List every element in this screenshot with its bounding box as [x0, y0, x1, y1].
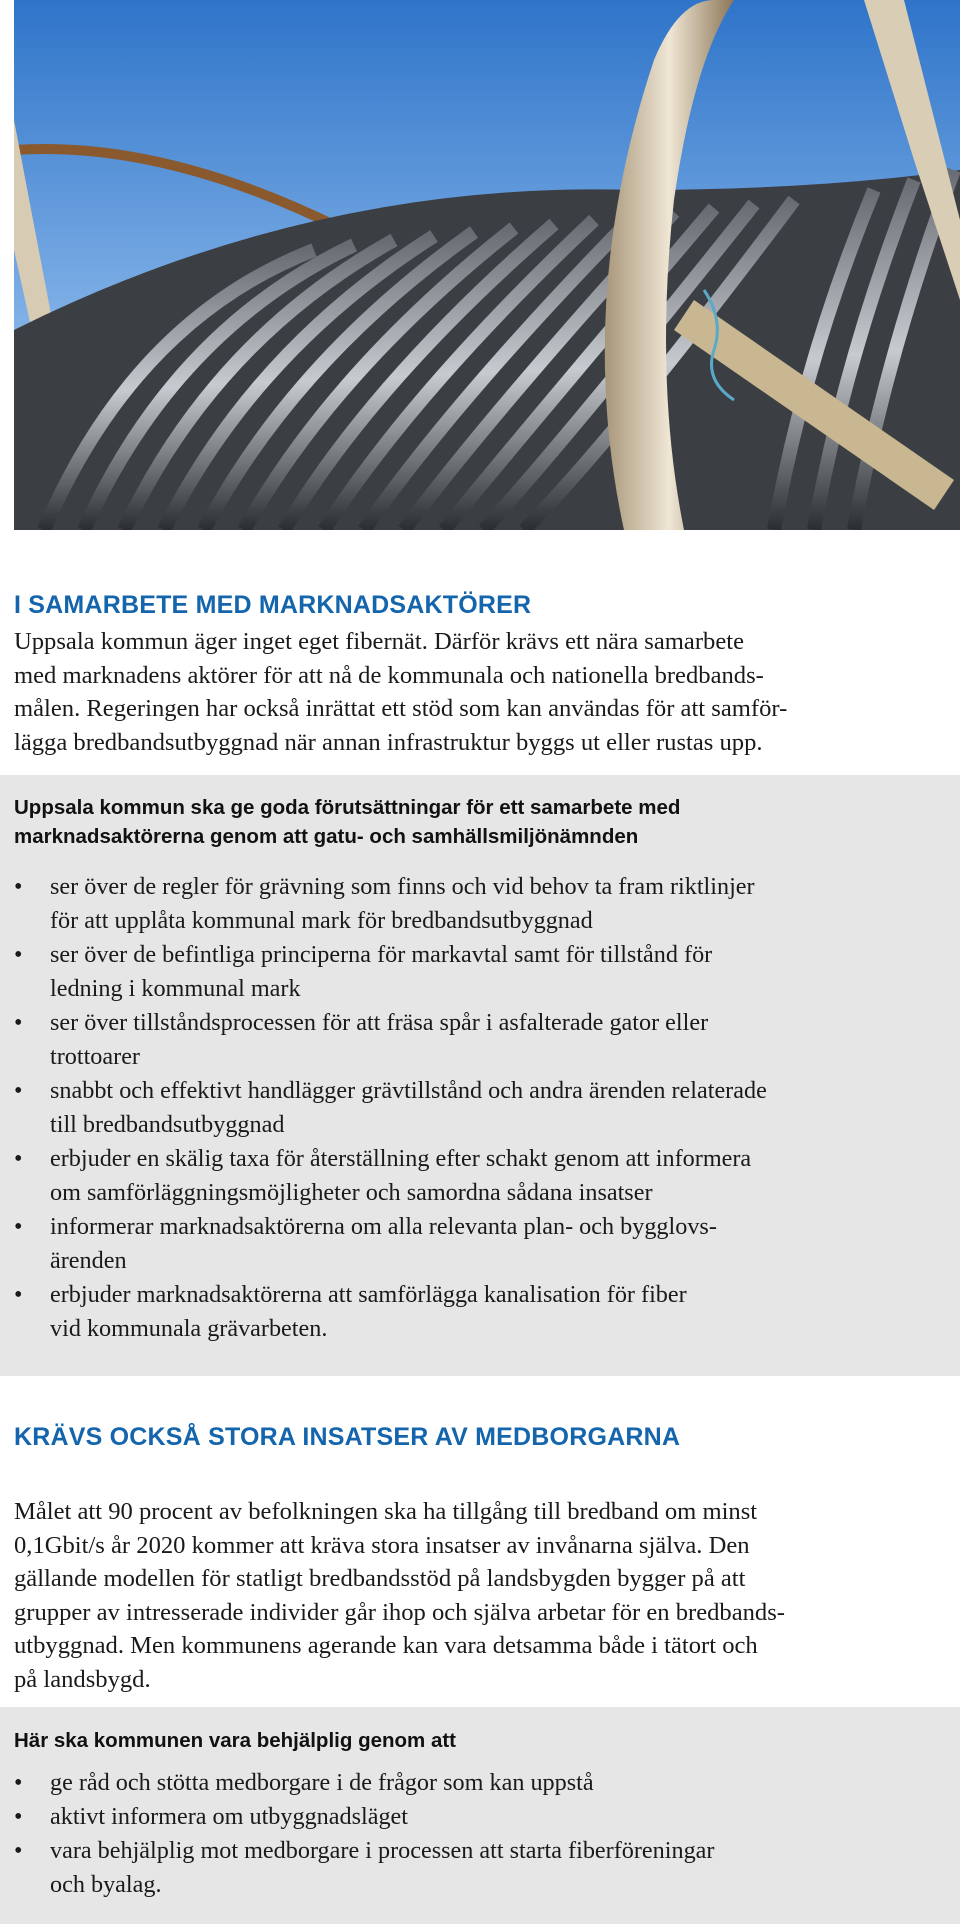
paragraph-line: med marknadens aktörer för att nå de kommunala och nationella bredbands- — [14, 661, 764, 689]
list-item — [14, 1800, 944, 1834]
list-item-line: aktivt informera om utbyggnadsläget — [50, 1803, 409, 1830]
list-item-line: vara behjälplig mot medborgare i processen att starta fiberföreningar — [50, 1837, 715, 1864]
section-heading-citizen-efforts: KRÄVS OCKSÅ STORA INSATSER AV MEDBORGARNA — [14, 1423, 681, 1451]
paragraph-line: på landsbygd. — [14, 1665, 151, 1693]
paragraph-line: gällande modellen för statligt bredbandsstöd på landsbygden bygger på att — [14, 1565, 746, 1592]
list-item — [14, 1074, 944, 1142]
bullet-icon: • — [14, 1145, 23, 1172]
paragraph-line: lägga bredbandsutbyggnad när annan infrastruktur byggs ut eller rustas upp. — [14, 728, 763, 756]
list-item — [14, 870, 944, 938]
list-item — [14, 1006, 944, 1074]
list-item-line: snabbt och effektivt handlägger grävtillstånd och andra ärenden relaterade — [50, 1077, 767, 1104]
list-item-line: ser över de regler för grävning som finns och vid behov ta fram riktlinjer — [50, 873, 755, 900]
list-item-line: trottoarer — [50, 1043, 140, 1070]
paragraph-line: Målet att 90 procent av befolkningen ska ha tillgång till bredband om minst — [14, 1498, 758, 1525]
list-item-line: för att upplåta kommunal mark för bredbandsutbyggnad — [50, 907, 593, 934]
bullet-icon: • — [14, 1213, 23, 1240]
list-item — [14, 1142, 944, 1210]
bullet-list-municipal-measures — [14, 870, 944, 1346]
paragraph-line: målen. Regeringen har också inrättat ett stöd som kan användas för att samför- — [14, 695, 788, 722]
list-item — [14, 1210, 944, 1278]
list-item-line: erbjuder en skälig taxa för återställning efter schakt genom att informera — [50, 1145, 752, 1172]
paragraph-line: grupper av intresserade individer går ihop och själva arbetar för en bredbands- — [14, 1598, 785, 1626]
title-line: marknadsaktörerna genom att gatu- och samhällsmiljönämnden — [14, 825, 639, 848]
section-heading-market-cooperation: I SAMARBETE MED MARKNADSAKTÖRER — [14, 591, 532, 619]
section-paragraph-citizen-efforts — [14, 1495, 944, 1696]
list-item-line: ge råd och stötta medborgare i de frågor som kan uppstå — [50, 1769, 594, 1796]
paragraph-line: 0,1Gbit/s år 2020 kommer att kräva stora insatser av invånarna själva. Den — [14, 1531, 750, 1559]
bullet-icon: • — [14, 873, 23, 900]
bullet-icon: • — [14, 1803, 23, 1830]
list-item-line: om samförläggningsmöjligheter och samordna sådana insatser — [50, 1179, 653, 1206]
hero-image-cable-reel — [14, 0, 960, 530]
list-item — [14, 1766, 944, 1800]
bullet-list-citizen-support — [14, 1766, 944, 1902]
paragraph-line: Uppsala kommun äger inget eget fibernät. Därför krävs ett nära samarbete — [14, 628, 744, 655]
bullet-icon: • — [14, 1009, 23, 1036]
list-item-line: informerar marknadsaktörerna om alla relevanta plan- och bygglovs- — [50, 1213, 717, 1240]
title-line: Här ska kommunen vara behjälplig genom att — [14, 1729, 457, 1752]
paragraph-line: utbyggnad. Men kommunens agerande kan vara detsamma både i tätort och — [14, 1632, 758, 1659]
bullet-icon: • — [14, 1837, 23, 1864]
info-box-title — [14, 793, 944, 851]
list-item-line: erbjuder marknadsaktörerna att samförlägga kanalisation för fiber — [50, 1281, 687, 1308]
list-item — [14, 1834, 944, 1902]
bullet-icon: • — [14, 941, 23, 968]
list-item-line: till bredbandsutbyggnad — [50, 1111, 285, 1138]
list-item — [14, 1278, 944, 1346]
list-item-line: ärenden — [50, 1247, 127, 1274]
list-item-line: och byalag. — [50, 1871, 162, 1898]
title-line: Uppsala kommun ska ge goda förutsättningar för ett samarbete med — [14, 796, 681, 819]
cable-reel-illustration — [14, 0, 960, 530]
section-paragraph-market-cooperation — [14, 625, 944, 759]
list-item-line: vid kommunala grävarbeten. — [50, 1315, 328, 1342]
info-box-title — [14, 1726, 944, 1755]
list-item-line: ser över tillståndsprocessen för att fräsa spår i asfalterade gator eller — [50, 1009, 709, 1036]
list-item-line: ser över de befintliga principerna för markavtal samt för tillstånd för — [50, 941, 713, 968]
bullet-icon: • — [14, 1769, 23, 1796]
list-item — [14, 938, 944, 1006]
bullet-icon: • — [14, 1077, 23, 1104]
bullet-icon: • — [14, 1281, 23, 1308]
list-item-line: ledning i kommunal mark — [50, 975, 301, 1002]
